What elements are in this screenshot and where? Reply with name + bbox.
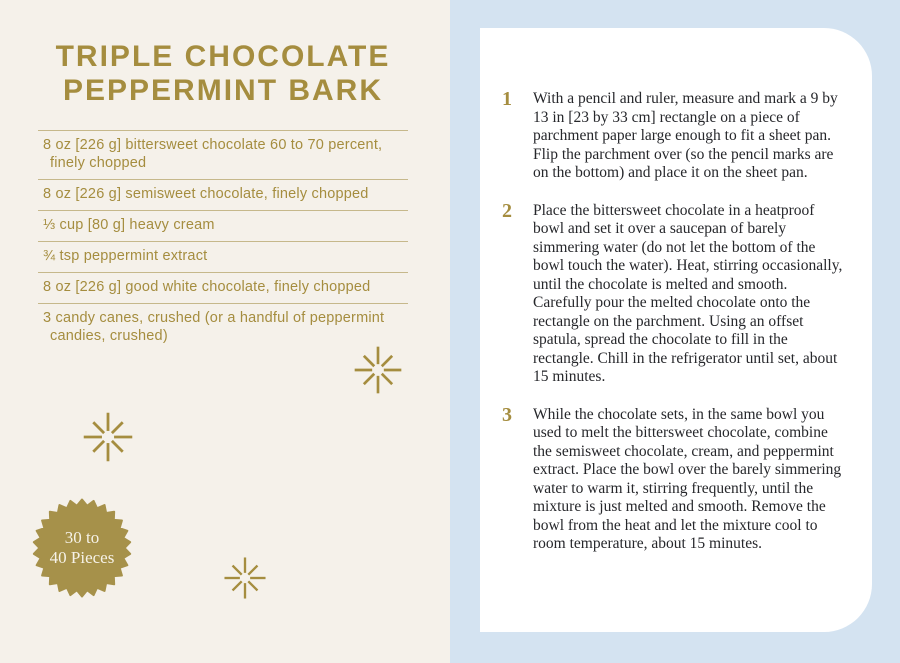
sparkle-icon [82,411,134,463]
ingredients-content [38,40,408,352]
step-number: 2 [502,199,512,222]
step-text: Place the bittersweet chocolate in a heatproof bowl and set it over a saucepan of barely simmering water (do not let the bottom of the bowl touch the water). Heat, stirring occasionally, until the chocolate is melted and smooth. Carefully pour the melted chocolate onto the rectangle on the parchment. Using an offset spatula, spread the chocolate to fill in the rectangle. Chill in the refrigerator until set, about 15 minutes. [533,201,843,385]
yield-badge [32,498,132,598]
step-row [502,199,844,387]
instructions-card [480,28,872,632]
badge-yield-text [32,498,132,598]
step-text: While the chocolate sets, in the same bowl you used to melt the bittersweet chocolate, combine the semisweet chocolate, cream, and peppermint extract. Place the bowl over the barely simmering water to warm it, stirring frequently, until the mixture is just melted and smooth. Remove the bowl from the heat and let the mixture cool to room temperature, about 15 minutes. [533,405,842,552]
ingredient-item: 8 oz [226 g] bittersweet chocolate 60 to 70 percent, finely chopped [38,131,408,180]
step-text: With a pencil and ruler, measure and mark a 9 by 13 in [23 by 33 cm] rectangle on a piece of parchment paper large enough to fit a sheet pan. Flip the parchment over (so the pencil marks are on the bottom) and place it on the sheet pan. [533,90,838,181]
sparkle-icon [353,345,403,395]
ingredient-item: ¾ tsp peppermint extract [38,242,408,273]
step-number: 1 [502,88,512,110]
ingredient-item: ⅓ cup [80 g] heavy cream [38,211,408,242]
instructions-panel [450,0,900,663]
sparkle-icon [223,556,267,600]
ingredient-list [38,130,408,352]
ingredient-item: 8 oz [226 g] good white chocolate, finely chopped [38,273,408,304]
recipe-title: TRIPLE CHOCOLATE PEPPERMINT BARK [55,40,391,107]
step-number: 3 [502,403,512,426]
ingredient-item: 3 candy canes, crushed (or a handful of peppermint candies, crushed) [43,310,385,344]
step-row [502,403,844,554]
badge-yield-line1: 30 to [64,528,100,547]
badge-yield-line2: 40 Pieces [49,548,115,567]
ingredient-item: 8 oz [226 g] semisweet chocolate, finely chopped [38,180,408,211]
step-row [502,90,844,183]
